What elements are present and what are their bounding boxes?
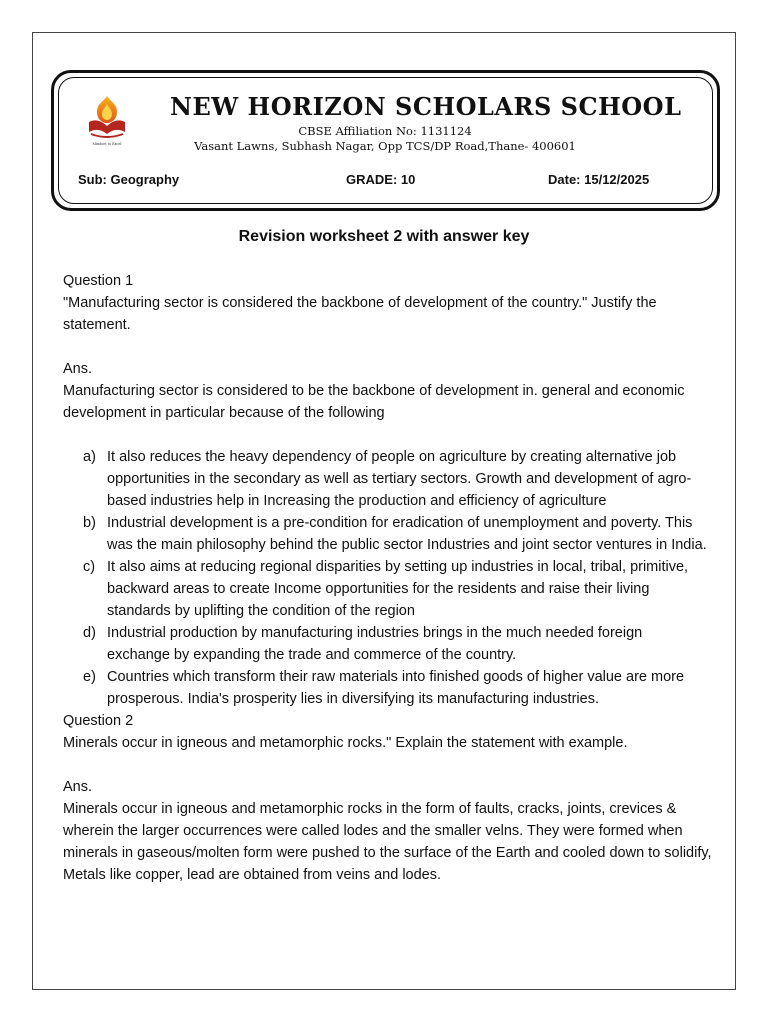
list-item: e) Countries which transform their raw materials into finished goods of higher value are more prosperous. India's prosperity lies in diversifying its manufacturing industries. <box>83 669 685 707</box>
worksheet-title: Revision worksheet 2 with answer key <box>238 228 530 245</box>
answer-1-intro: Manufacturing sector is considered to be the backbone of development in. general and economic development in particular because of the following <box>63 383 685 421</box>
question-2-label: Question 2 <box>63 713 134 729</box>
question-1-label: Question 1 <box>63 273 134 289</box>
affiliation-number: CBSE Affiliation No: 1131124 <box>298 124 472 138</box>
school-name: NEW HORIZON SCHOLARS SCHOOL <box>170 92 682 121</box>
date-label: Date: 15/12/2025 <box>548 172 650 187</box>
worksheet-content <box>63 270 723 886</box>
question-2-text: Minerals occur in igneous and metamorphic rocks." Explain the statement with example. <box>63 735 628 751</box>
list-item: c) It also aims at reducing regional disparities by setting up industries in local, tribal, primitive, backward areas to create Income opportunities for the residents and raise their living standards by uplifting the condition of the region <box>83 559 689 619</box>
subject-label: Sub: Geography <box>78 172 180 187</box>
answer-1-points <box>63 446 723 710</box>
grade-label: GRADE: 10 <box>346 172 416 187</box>
question-1-text: "Manufacturing sector is considered the backbone of development of the country." Justify the statement. <box>63 295 657 333</box>
school-address: Vasant Lawns, Subhash Nagar, Opp TCS/DP Road,Thane- 400601 <box>194 139 576 153</box>
school-logo <box>81 92 133 148</box>
list-item: a) It also reduces the heavy dependency of people on agriculture by creating alternative job opportunities in the secondary as well as tertiary sectors. Growth and development of agro-based industries help in Increasing the production and efficiency of agriculture <box>83 449 692 509</box>
answer-1-label: Ans. <box>63 361 93 377</box>
answer-2-label: Ans. <box>63 779 93 795</box>
list-item: d) Industrial production by manufacturing industries brings in the much needed foreign exchange by expanding the trade and commerce of the country. <box>83 625 643 663</box>
answer-2-text: Minerals occur in igneous and metamorphic rocks in the form of faults, cracks, joints, crevices & wherein the larger occurrences were called lodes and the smaller velns. They were formed when minerals in gaseous/molten form were pushed to the surface of the Earth and cooled down to solidify, Metals like copper, lead are obtained from veins and lodes. <box>63 801 712 883</box>
logo-motto: Mindset to Excel <box>92 142 122 146</box>
list-item: b) Industrial development is a pre-condition for eradication of unemployment and poverty. This was the main philosophy behind the public sector Industries and joint sector ventures in India. <box>83 515 707 553</box>
